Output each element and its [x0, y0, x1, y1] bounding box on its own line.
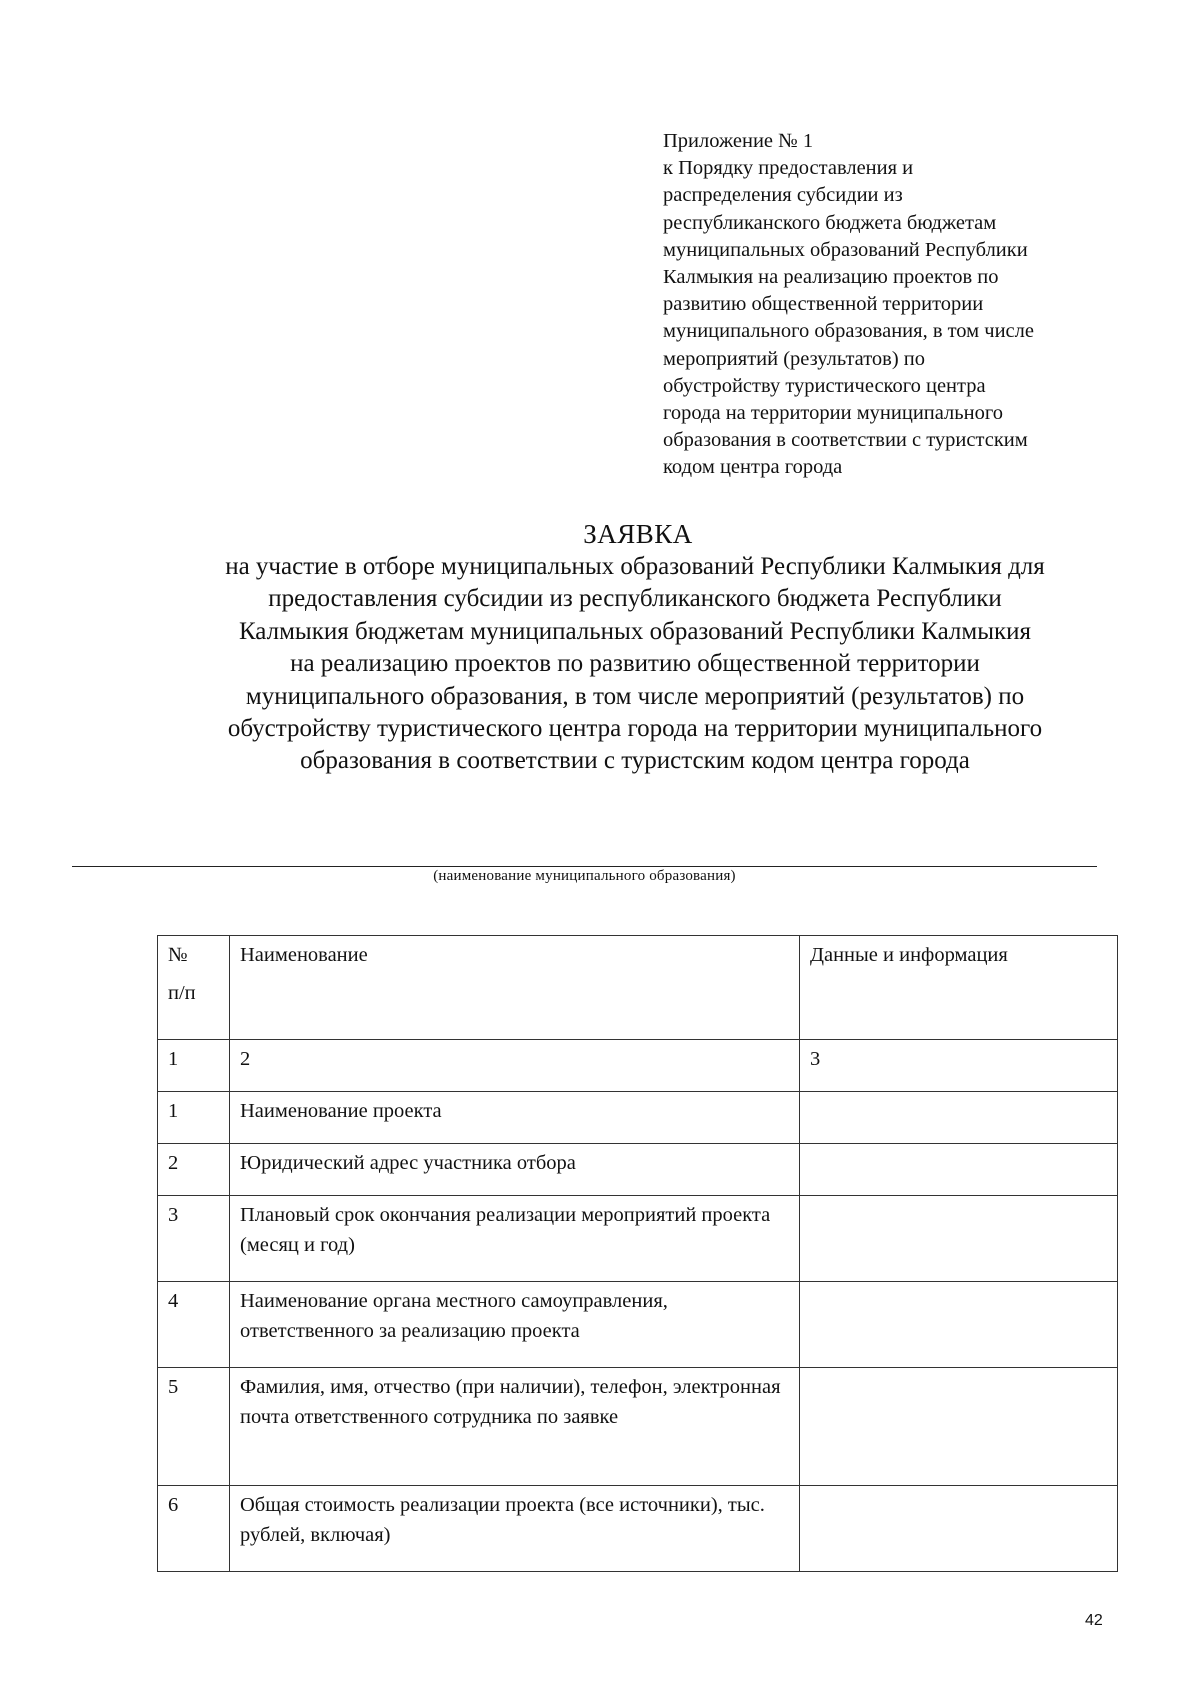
row-name: Наименование проекта — [230, 1092, 800, 1144]
table-index-row — [158, 1040, 1118, 1092]
row-value-cell[interactable] — [800, 1486, 1118, 1572]
header-num-symbol: № — [168, 944, 188, 966]
document-subtitle — [110, 551, 1160, 778]
appendix-line: обустройству туристического центра — [663, 374, 986, 397]
subtitle-line: образования в соответствии с туристским кодом центра города — [300, 747, 970, 775]
row-name: Юридический адрес участника отбора — [230, 1144, 800, 1196]
appendix-line: распределения субсидии из — [663, 184, 903, 207]
row-value-cell[interactable] — [800, 1368, 1118, 1486]
row-value-cell[interactable] — [800, 1092, 1118, 1144]
appendix-line: муниципального образования, в том числе — [663, 320, 1034, 343]
subtitle-line: муниципального образования, в том числе мероприятий (результатов) по — [245, 682, 1025, 710]
row-name: Наименование органа местного самоуправления, ответственного за реализацию проекта — [230, 1282, 800, 1368]
row-num: 6 — [158, 1486, 230, 1572]
row-num: 1 — [158, 1092, 230, 1144]
appendix-line: развитию общественной территории — [663, 293, 984, 316]
table-header-row — [158, 936, 1118, 1040]
municipality-caption: (наименование муниципального образования) — [433, 868, 736, 884]
subtitle-line: предоставления субсидии из республиканского бюджета Республики — [268, 585, 1002, 613]
header-data-cell: Данные и информация — [800, 936, 1118, 1040]
appendix-line: Приложение № 1 — [663, 130, 814, 152]
page-number: 42 — [1085, 1612, 1103, 1629]
subtitle-line: на реализацию проектов по развитию общественной территории — [290, 650, 980, 678]
row-num: 5 — [158, 1368, 230, 1486]
appendix-line: к Порядку предоставления и — [663, 157, 914, 180]
subtitle-line: обустройству туристического центра города на территории муниципального — [227, 715, 1043, 743]
appendix-line: республиканского бюджета бюджетам — [663, 211, 997, 234]
row-value-cell[interactable] — [800, 1196, 1118, 1282]
subtitle-line: Калмыкия бюджетам муниципальных образований Республики Калмыкия — [238, 617, 1032, 645]
appendix-line: Калмыкия на реализацию проектов по — [663, 266, 999, 289]
appendix-note — [663, 128, 1133, 482]
row-value-cell[interactable] — [800, 1144, 1118, 1196]
row-name: Плановый срок окончания реализации мероприятий проекта (месяц и год) — [230, 1196, 800, 1282]
row-name: Общая стоимость реализации проекта (все источники), тыс. рублей, включая) — [230, 1486, 800, 1572]
document-title: ЗАЯВКА — [583, 519, 693, 549]
row-value-cell[interactable] — [800, 1282, 1118, 1368]
header-num-cell — [158, 936, 230, 1040]
appendix-line: образования в соответствии с туристским — [663, 429, 1028, 452]
index-cell: 3 — [800, 1040, 1118, 1092]
header-name-cell: Наименование — [230, 936, 800, 1040]
table-row — [158, 1196, 1118, 1282]
appendix-line: кодом центра города — [663, 456, 843, 479]
table-row — [158, 1282, 1118, 1368]
appendix-line: города на территории муниципального — [663, 402, 1003, 425]
subtitle-line: на участие в отборе муниципальных образований Республики Калмыкия для — [225, 553, 1045, 580]
row-name: Фамилия, имя, отчество (при наличии), телефон, электронная почта ответственного сотрудника по заявке — [230, 1368, 800, 1486]
table-row — [158, 1144, 1118, 1196]
table-row — [158, 1368, 1118, 1486]
table-row — [158, 1092, 1118, 1144]
row-num: 3 — [158, 1196, 230, 1282]
row-num: 4 — [158, 1282, 230, 1368]
appendix-line: муниципальных образований Республики — [663, 238, 1028, 261]
index-cell: 1 — [158, 1040, 230, 1092]
index-cell: 2 — [230, 1040, 800, 1092]
row-num: 2 — [158, 1144, 230, 1196]
header-num-abbr: п/п — [168, 982, 196, 1004]
application-table — [157, 935, 1118, 1572]
appendix-line: мероприятий (результатов) по — [663, 347, 926, 370]
municipality-fill-line[interactable] — [72, 866, 1097, 867]
table-row — [158, 1486, 1118, 1572]
